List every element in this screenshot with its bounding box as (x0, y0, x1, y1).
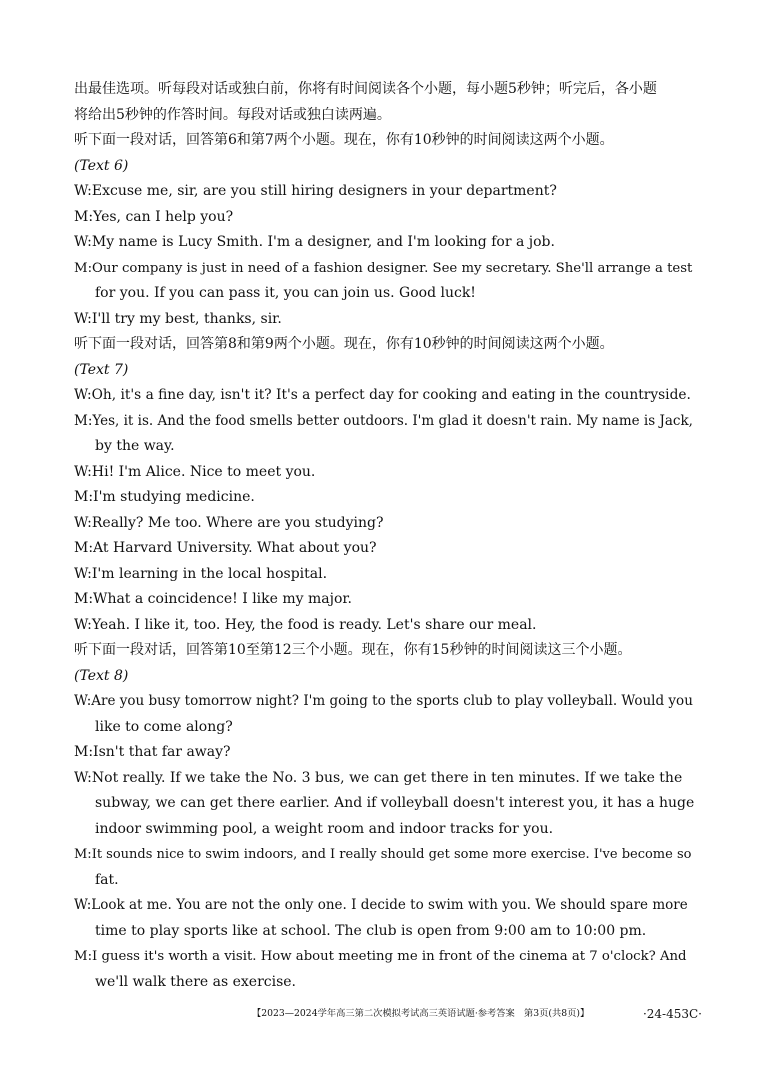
text-line: W:My name is Lucy Smith. I'm a designer, and I'm looking for a job. (74, 234, 555, 250)
text-line-continuation: indoor swimming pool, a weight room and indoor tracks for you. (95, 820, 554, 837)
text-line: M:I'm studying medicine. (74, 489, 255, 505)
text-line: 出最佳选项。听每段对话或独白前，你将有时间阅读各个小题，每小题5秒钟；听完后，各小题 (74, 81, 657, 97)
section-label: (Text 8) (74, 667, 129, 684)
text-line: M:Yes, it is. And the food smells better outdoors. I'm glad it doesn't rain. My name is Jack, (74, 412, 693, 429)
text-line: W:Not really. If we take the No. 3 bus, we can get there in ten minutes. If we take the (74, 769, 683, 786)
text-line: M:At Harvard University. What about you? (74, 540, 377, 556)
text-line: M:It sounds nice to swim indoors, and I really should get some more exercise. I've become so (74, 847, 692, 862)
footer-page-info: 【2023—2024学年高三第二次模拟考试高三英语试题·参考答案 第3页(共8页)】 (252, 1008, 590, 1019)
footer-code: ·24-453C· (642, 1007, 702, 1021)
section-label: (Text 6) (74, 157, 129, 174)
text-line: W:Look at me. You are not the only one. I decide to swim with you. We should spare more (74, 897, 688, 913)
text-line: M:Our company is just in need of a fashion designer. See my secretary. She'll arrange a test (74, 260, 693, 276)
document-body (74, 77, 696, 995)
text-line-continuation: by the way. (95, 438, 175, 454)
text-line: W:Are you busy tomorrow night? I'm going to the sports club to play volleyball. Would you (74, 693, 693, 709)
text-line: 听下面一段对话，回答第8和第9两个小题。现在，你有10秒钟的时间阅读这两个小题。 (74, 336, 614, 352)
text-line: W:Oh, it's a fine day, isn't it? It's a perfect day for cooking and eating in the countryside. (74, 387, 691, 403)
text-line-continuation: like to come along? (95, 718, 233, 735)
text-line: 听下面一段对话，回答第10至第12三个小题。现在，你有15秒钟的时间阅读这三个小题。 (74, 642, 632, 658)
text-line-continuation: for you. If you can pass it, you can join us. Good luck! (95, 285, 476, 301)
text-line: W:Really? Me too. Where are you studying? (74, 514, 384, 531)
section-label: (Text 7) (74, 361, 129, 378)
text-line-continuation: fat. (95, 871, 119, 888)
text-line: M:What a coincidence! I like my major. (74, 591, 353, 607)
text-line: W:Excuse me, sir, are you still hiring designers in your department? (74, 183, 557, 199)
page-footer (252, 1004, 702, 1024)
text-line: W:I'll try my best, thanks, sir. (74, 310, 282, 327)
text-line-continuation: subway, we can get there earlier. And if volleyball doesn't interest you, it has a huge (95, 795, 695, 811)
text-line: 将给出5秒钟的作答时间。每段对话或独白读两遍。 (74, 106, 391, 123)
text-line-continuation: we'll walk there as exercise. (95, 973, 296, 990)
text-line: 听下面一段对话，回答第6和第7两个小题。现在，你有10秒钟的时间阅读这两个小题。 (74, 132, 614, 148)
text-line: M:Isn't that far away? (74, 744, 231, 760)
text-line: M:Yes, can I help you? (74, 208, 234, 225)
text-line-continuation: time to play sports like at school. The club is open from 9:00 am to 10:00 pm. (95, 922, 647, 939)
text-line: W:I'm learning in the local hospital. (74, 565, 328, 582)
text-line: W:Hi! I'm Alice. Nice to meet you. (74, 463, 316, 480)
text-line: W:Yeah. I like it, too. Hey, the food is ready. Let's share our meal. (74, 616, 537, 633)
text-line: M:I guess it's worth a visit. How about meeting me in front of the cinema at 7 o'clock? And (74, 949, 687, 964)
